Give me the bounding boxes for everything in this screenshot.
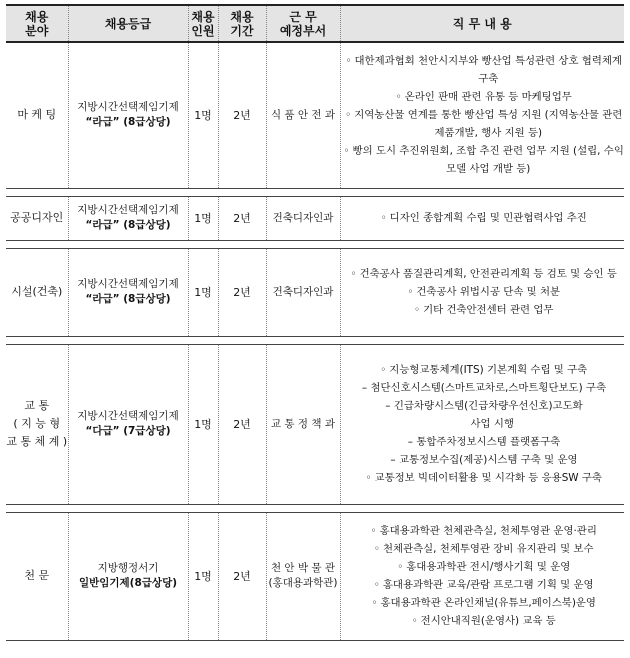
grade-level: “라급” (8급상당) <box>85 116 171 129</box>
grade-type: 지방시간선택제임기제 <box>77 410 179 422</box>
duty-item <box>341 88 625 106</box>
dept-cell: 천 안 박 물 관 (홍대용과학관) <box>266 512 340 640</box>
bullet-marker: ◦ <box>380 212 387 224</box>
duty-item <box>341 52 625 88</box>
duties-cell <box>340 344 624 504</box>
grade-cell <box>68 42 188 188</box>
duty-item <box>341 576 625 594</box>
duty-text: 건축공사 품질관리계획, 안전관리계획 등 검토 및 승인 등 <box>359 268 617 280</box>
duty-list <box>341 265 625 319</box>
grade-level: “라급” (8급상당) <box>85 219 171 231</box>
duty-text: 지능형교통체계(ITS) 기본계획 수립 및 구축 <box>389 364 588 376</box>
header-field: 채용 분야 <box>6 5 68 42</box>
field-cell: 시설(건축) <box>6 248 68 336</box>
duty-list <box>341 522 625 630</box>
table-row <box>6 344 624 504</box>
duty-text: 교통정보수집(제공)시스템 구축 및 운영 <box>398 454 578 466</box>
table-row <box>6 42 624 188</box>
duty-text: 통합주차정보시스템 플랫폼구축 <box>416 436 561 448</box>
bullet-marker: ◦ <box>397 561 404 573</box>
duty-item <box>341 397 625 415</box>
count-cell: 1명 <box>188 196 218 240</box>
grade-type: 지방시간선택제임기제 <box>77 278 179 290</box>
bullet-marker: ◦ <box>395 91 402 104</box>
duties-cell <box>340 248 624 336</box>
dash-marker: – <box>361 382 368 394</box>
bullet-marker: ◦ <box>380 364 387 376</box>
row-spacer-cell <box>6 336 624 344</box>
duty-text: 천체관측실, 천체투영관 장비 유지관리 및 보수 <box>382 543 594 555</box>
count-cell: 1명 <box>188 512 218 640</box>
grade-level: “라급” (8급상당) <box>85 293 171 305</box>
header-period: 채용 기간 <box>218 5 266 42</box>
duty-item <box>341 469 625 487</box>
duty-text: 사업 시행 <box>470 418 514 430</box>
bullet-marker: ◦ <box>345 109 352 122</box>
duty-item <box>341 361 625 379</box>
dash-marker: – <box>407 436 413 448</box>
duty-text: 빵의 도시 추진위원회, 조합 추진 관련 업무 지원 (설립, 수익모델 사업 개발 등) <box>352 145 624 176</box>
field-cell: 교 통 ( 지 능 형 교 통 체 계 ) <box>6 344 68 504</box>
duty-text: 홍대용과학관 천체관측실, 천체투영관 운영·관리 <box>379 525 597 537</box>
field-cell: 마 케 팅 <box>6 42 68 188</box>
duty-text: 긴급차량시스템(긴급차량우선신호)고도화 <box>393 400 583 412</box>
duty-text: 홍대용과학관 교육/관람 프로그램 기획 및 운영 <box>382 579 594 591</box>
duty-text: 대한제과협회 천안시지부와 빵산업 특성관련 상호 협력체계 구축 <box>354 55 622 86</box>
duty-list <box>341 361 625 487</box>
table-body <box>6 42 624 640</box>
duty-item <box>341 558 625 576</box>
period-cell: 2년 <box>218 512 266 640</box>
grade-type: 지방시간선택제임기제 <box>77 101 179 114</box>
grade-level: “다급” (7급상당) <box>85 425 171 437</box>
duty-text: 디자인 종합계획 수립 및 민관협력사업 추진 <box>389 212 587 224</box>
grade-type: 지방시간선택제임기제 <box>77 204 179 216</box>
duty-text: 첨단신호시스템(스마트교차로,스마트횡단보도) 구축 <box>370 382 607 394</box>
field-cell: 공공디자인 <box>6 196 68 240</box>
header-count: 채용 인원 <box>188 5 218 42</box>
duty-item <box>341 379 625 397</box>
table-row <box>6 248 624 336</box>
duty-text: 홍대용과학관 전시/행사기획 및 운영 <box>406 561 571 573</box>
bullet-marker: ◦ <box>411 615 418 627</box>
count-cell: 1명 <box>188 42 218 188</box>
duty-item <box>341 283 625 301</box>
row-spacer <box>6 336 624 344</box>
grade-cell <box>68 196 188 240</box>
count-cell: 1명 <box>188 248 218 336</box>
grade-cell <box>68 512 188 640</box>
bullet-marker: ◦ <box>345 55 352 68</box>
duties-cell <box>340 42 624 188</box>
count-cell: 1명 <box>188 344 218 504</box>
row-spacer <box>6 504 624 512</box>
duty-item <box>341 594 625 612</box>
duty-item <box>341 106 625 142</box>
duty-item <box>341 451 625 469</box>
bullet-marker: ◦ <box>413 304 421 316</box>
dept-cell: 식 품 안 전 과 <box>266 42 340 188</box>
bullet-marker: ◦ <box>373 579 380 591</box>
duty-item <box>341 540 625 558</box>
grade-level: 일반임기제(8급상당) <box>78 577 178 589</box>
row-spacer-cell <box>6 188 624 196</box>
table-row <box>6 512 624 640</box>
bullet-marker: ◦ <box>343 145 350 158</box>
row-spacer-cell <box>6 504 624 512</box>
row-spacer-cell <box>6 240 624 248</box>
duty-text: 온라인 판매 관련 유통 등 마케팅업무 <box>404 91 572 104</box>
bullet-marker: ◦ <box>370 525 377 537</box>
duty-text: 건축공사 위법시공 단속 및 처분 <box>416 286 561 298</box>
period-cell: 2년 <box>218 248 266 336</box>
duty-item <box>341 265 625 283</box>
header-dept: 근 무 예정부서 <box>266 5 340 42</box>
header-duties: 직 무 내 용 <box>340 5 624 42</box>
duty-list <box>341 209 625 227</box>
duty-item <box>341 433 625 451</box>
duty-text: 교통정보 빅데이터활용 및 시각화 등 응용SW 구축 <box>374 472 602 484</box>
duty-item <box>341 142 625 178</box>
duty-item <box>341 301 625 319</box>
duty-item <box>341 415 625 433</box>
header-grade: 채용등급 <box>68 5 188 42</box>
duty-text: 전시안내직원(운영사) 교육 등 <box>420 615 556 627</box>
bullet-marker: ◦ <box>371 597 378 609</box>
duty-item <box>341 209 625 227</box>
bullet-marker: ◦ <box>350 268 357 280</box>
row-spacer <box>6 188 624 196</box>
row-spacer <box>6 240 624 248</box>
duty-text: 기타 건축안전센터 관련 업무 <box>423 304 554 316</box>
duty-text: 지역농산물 연계를 통한 빵산업 특성 지원 (지역농산물 관련 제품개발, 행사 지원 등) <box>354 109 623 140</box>
recruitment-table <box>6 4 624 641</box>
duty-item <box>341 612 625 630</box>
duties-cell <box>340 196 624 240</box>
dept-cell: 건축디자인과 <box>266 248 340 336</box>
dept-cell: 교 통 정 책 과 <box>266 344 340 504</box>
bullet-marker: ◦ <box>407 286 414 298</box>
dash-marker: – <box>390 454 396 466</box>
header-row <box>6 5 624 42</box>
duty-list <box>341 52 625 178</box>
bullet-marker: ◦ <box>365 472 372 484</box>
period-cell: 2년 <box>218 42 266 188</box>
dept-cell: 건축디자인과 <box>266 196 340 240</box>
period-cell: 2년 <box>218 344 266 504</box>
grade-cell <box>68 248 188 336</box>
period-cell: 2년 <box>218 196 266 240</box>
duties-cell <box>340 512 624 640</box>
field-cell: 천 문 <box>6 512 68 640</box>
duty-text: 홍대용과학관 온라인채널(유튜브,페이스북)운영 <box>380 597 596 609</box>
table-row <box>6 196 624 240</box>
grade-cell <box>68 344 188 504</box>
grade-type: 지방행정서기 <box>97 562 159 574</box>
duty-item <box>341 522 625 540</box>
bullet-marker: ◦ <box>373 543 381 555</box>
dash-marker: – <box>385 400 391 412</box>
